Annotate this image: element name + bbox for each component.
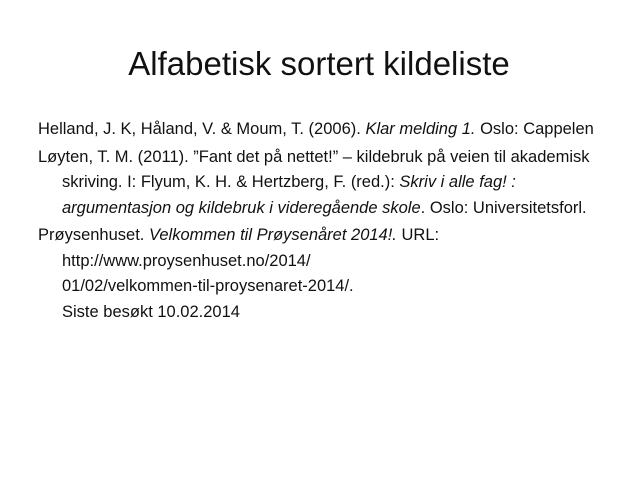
reference-publisher: . Oslo: Universitetsforl. (420, 198, 587, 217)
reference-authors: Prøysenhuset. (38, 226, 145, 244)
reference-visited-date: Siste besøkt 10.02.2014 (62, 302, 240, 321)
slide-title: Alfabetisk sortert kildeliste (128, 45, 510, 82)
reference-authors: Helland, J. K, Håland, V. & Moum, T. (2006). (38, 120, 361, 138)
reference-authors: Løyten, T. M. (2011). ”Fant det på nettet!” – kildebruk på veien til akademisk skriving. I: Flyum, K. H. & Hertzberg, F. (red.): (38, 147, 590, 191)
reference-url-label: URL: (401, 226, 440, 244)
reference-work-title: Klar melding 1. (365, 120, 476, 138)
reference-work-title: Velkommen til Prøysenåret 2014!. (148, 226, 397, 244)
reference-url-part1[interactable]: http://www.proysenhuset.no/2014/ (62, 251, 311, 270)
reference-entry-proysenhuset (38, 223, 608, 325)
reference-list (38, 117, 608, 327)
reference-publisher: Oslo: Cappelen (480, 120, 594, 138)
reference-url-part2[interactable]: 01/02/velkommen-til-proysenaret-2014/. (62, 277, 354, 295)
reference-entry-loyten (38, 145, 608, 222)
reference-work-title: Skriv i alle fag! : argumentasjon og kildebruk i videregående skole (62, 173, 516, 217)
reference-entry-helland (38, 117, 608, 143)
